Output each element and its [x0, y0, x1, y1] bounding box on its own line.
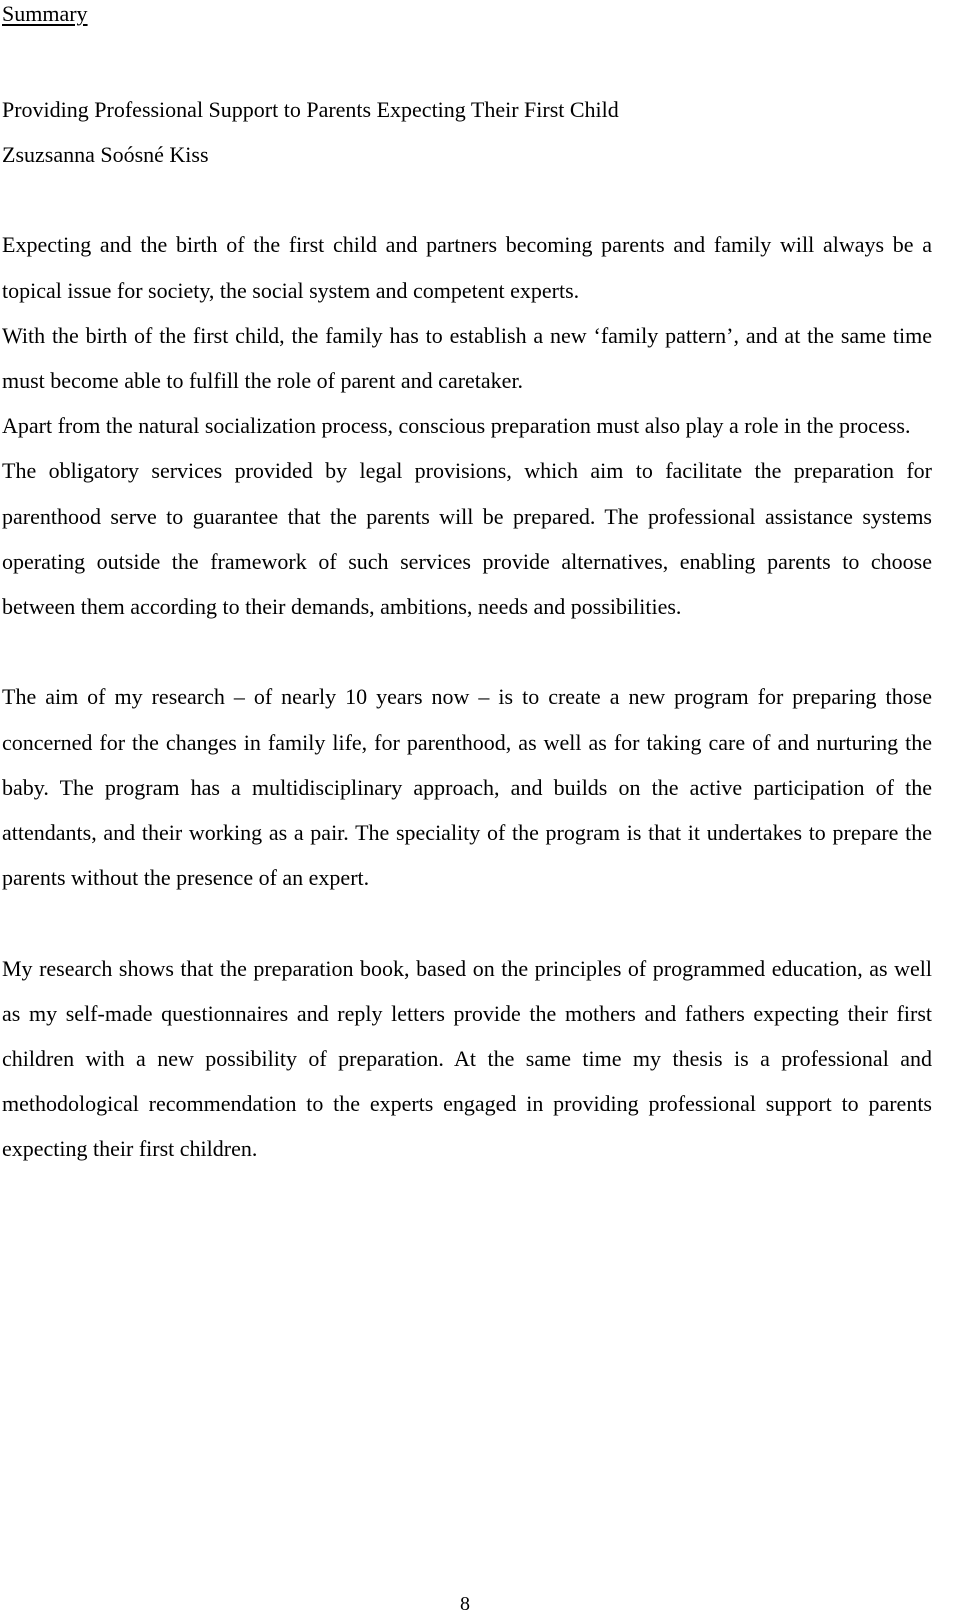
paragraph-socialization: Apart from the natural socialization process, conscious preparation must also play a role in the process. — [2, 413, 911, 439]
summary-block-research-findings — [2, 946, 932, 1172]
summary-block-research-aim — [2, 674, 932, 900]
summary-block-introduction — [2, 222, 932, 629]
paragraph-obligatory-services: The obligatory services provided by legal provisions, which aim to facilitate the preparation for parenthood serve to guarantee that the parents will be prepared. The professional assistance systems operating outside the framework of such services provide alternatives, enabling parents to choose between them according to their demands, ambitions, needs and possibilities. — [2, 458, 932, 620]
paragraph-research-findings: My research shows that the preparation book, based on the principles of programmed education, as well as my self-made questionnaires and reply letters provide the mothers and fathers expecting their first children with a new possibility of preparation. At the same time my thesis is a professional and methodological recommendation to the experts engaged in providing professional support to parents expecting their first children. — [2, 955, 932, 1162]
title-block — [2, 87, 932, 177]
author-name: Zsuzsanna Soósné Kiss — [2, 142, 209, 168]
document-title: Providing Professional Support to Parents Expecting Their First Child — [2, 97, 619, 122]
summary-heading: Summary — [2, 1, 88, 26]
paragraph-family-pattern: With the birth of the first child, the family has to establish a new ‘family pattern’, and at the same time must become able to fulfill the role of parent and caretaker. — [2, 322, 932, 394]
document-page — [2, 0, 932, 1172]
paragraph-expecting: Expecting and the birth of the first child and partners becoming parents and family will always be a topical issue for society, the social system and competent experts. — [2, 232, 932, 303]
page-number: 8 — [460, 1593, 470, 1615]
paragraph-research-aim: The aim of my research – of nearly 10 years now – is to create a new program for preparing those concerned for the changes in family life, for parenthood, as well as for taking care of and nurturing the baby. The program has a multidisciplinary approach, and builds on the active participation of the attendants, and their working as a pair. The speciality of the program is that it undertakes to prepare the parents without the presence of an expert. — [2, 684, 932, 891]
